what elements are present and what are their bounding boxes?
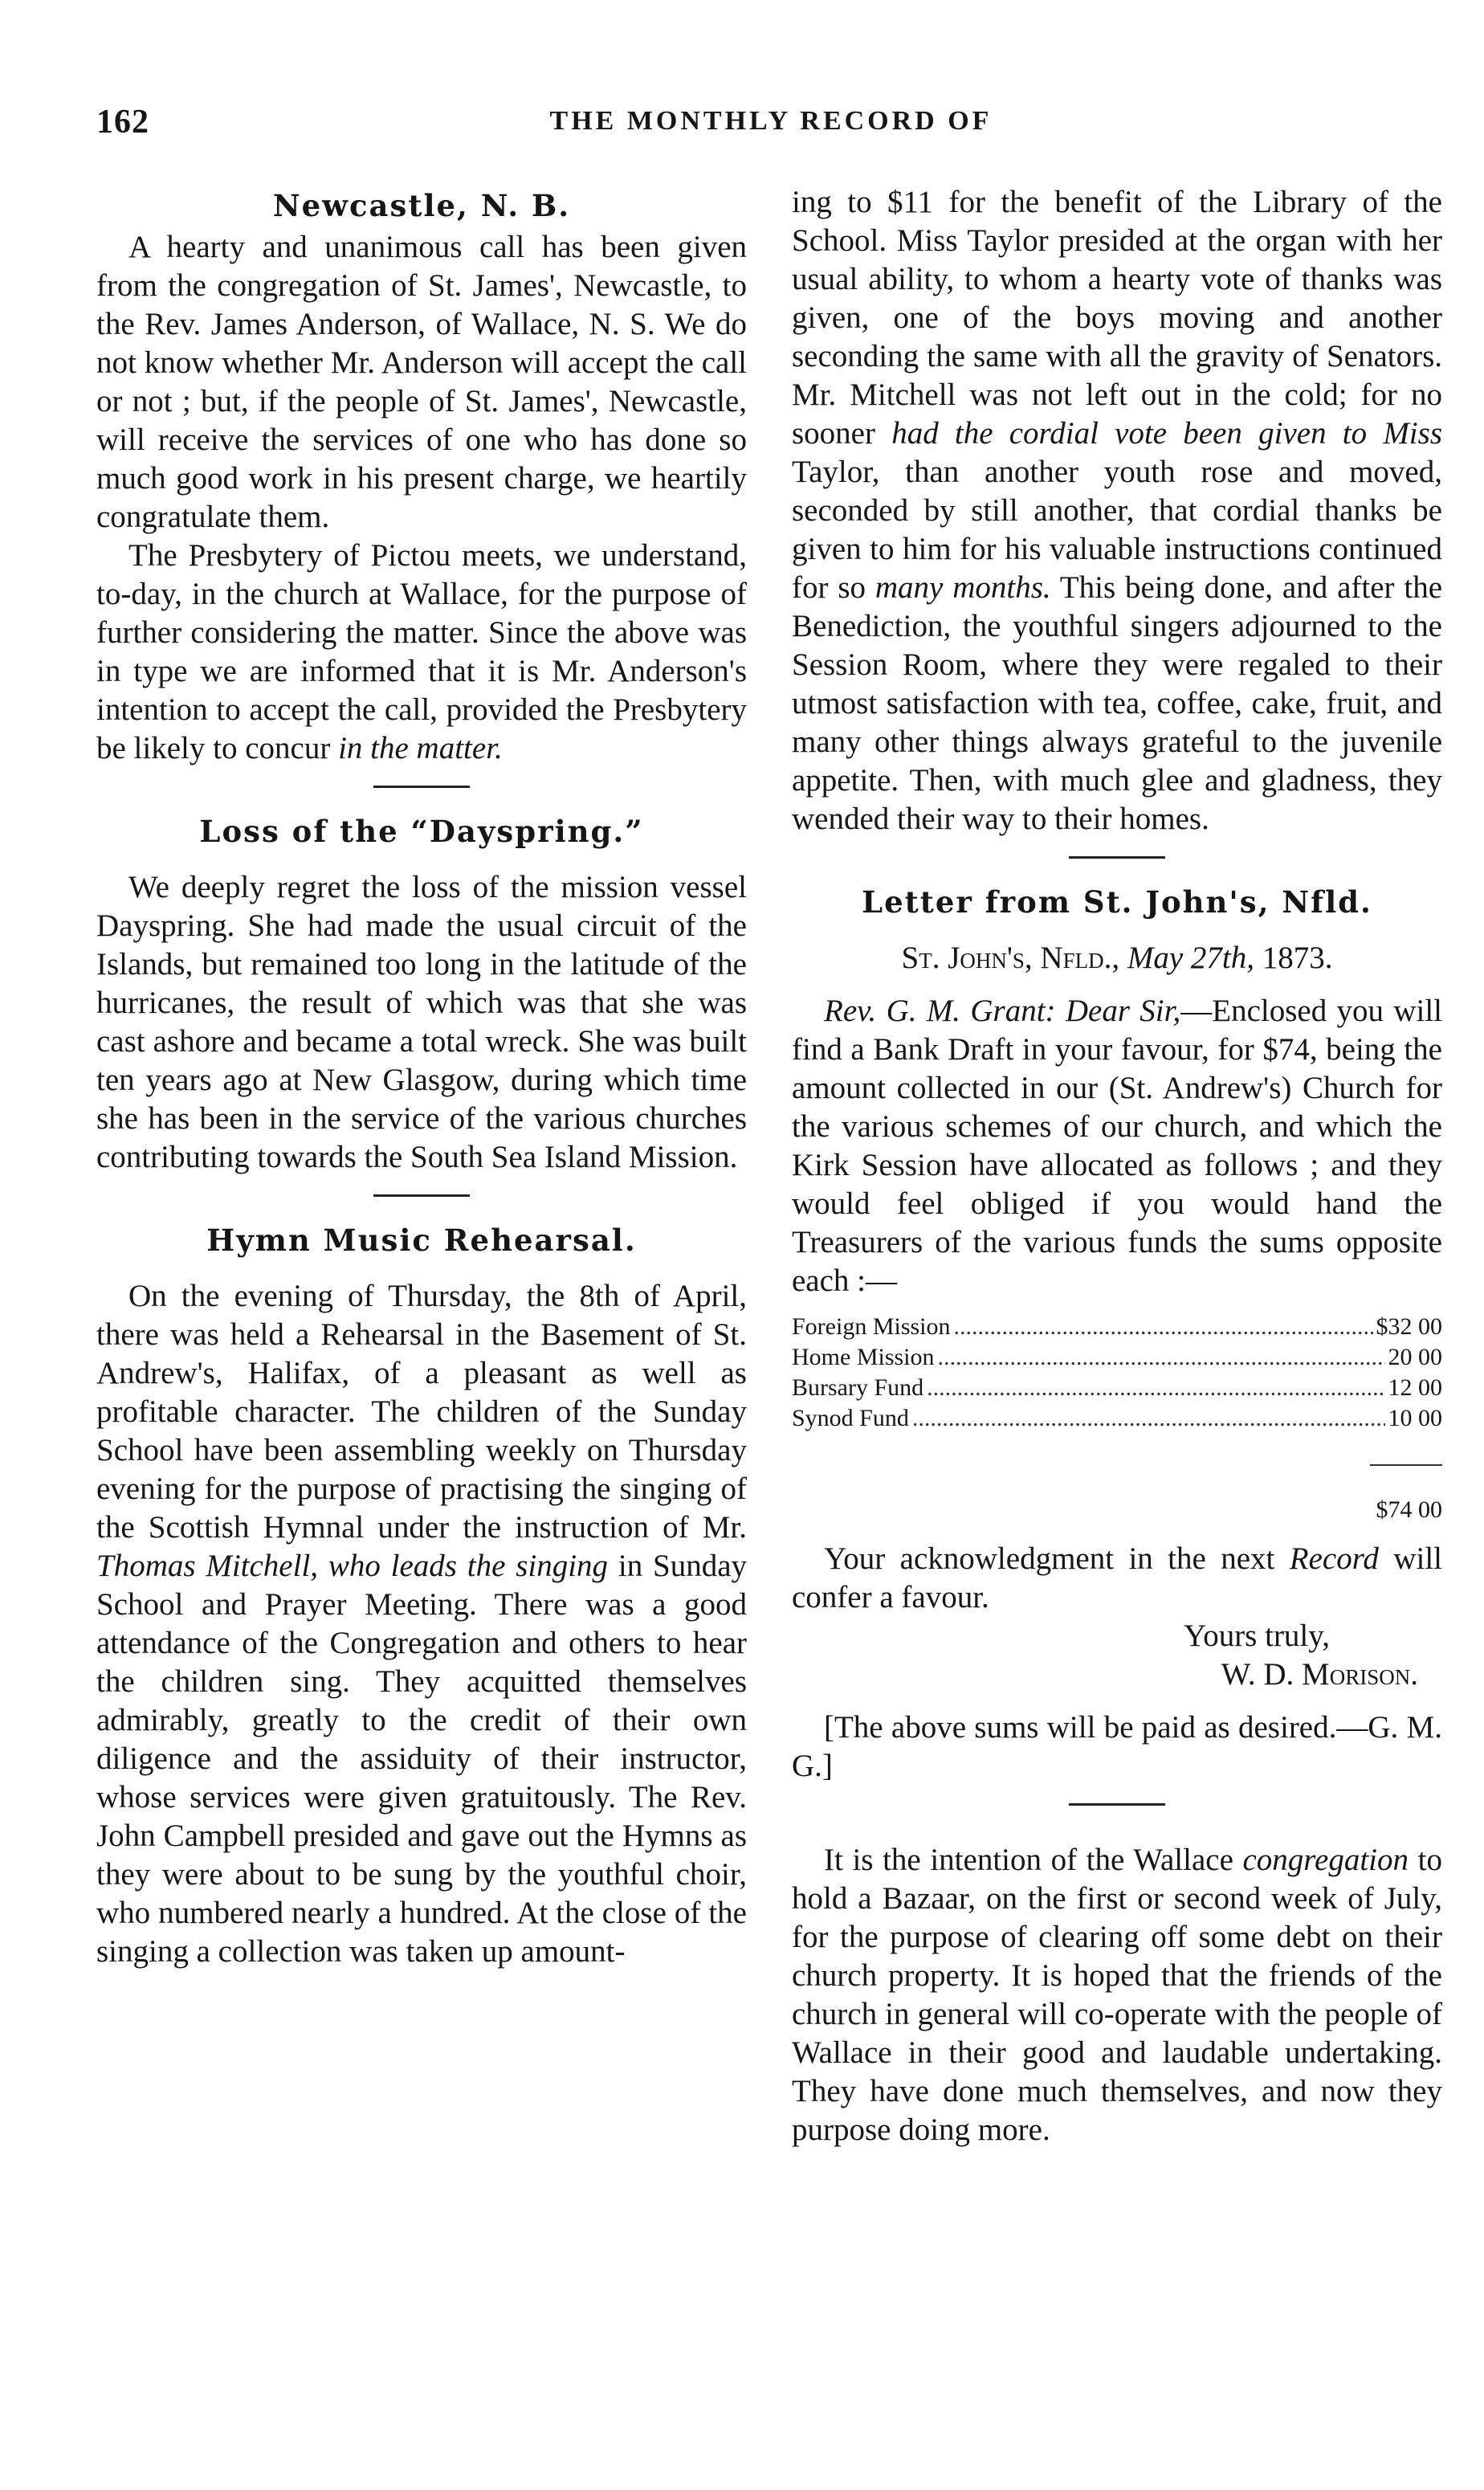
- fund-name: Bursary Fund: [792, 1374, 924, 1401]
- italic-text: Record: [1289, 1541, 1379, 1576]
- fund-allocation-table: [792, 1312, 1442, 1525]
- dateline-date: May 27th,: [1127, 941, 1254, 975]
- paragraph-text: The Presbytery of Pictou meets, we understand, to-day, in the church at Wallace, for the purpose of further considering the matter. Since the above was in type we are informed that it is Mr. Anderson's intention to accept the call, provided the Presbytery be likely to concur: [96, 538, 747, 765]
- article-letter-st-johns: [792, 880, 1442, 1786]
- article-newcastle: [96, 183, 747, 768]
- paragraph: A hearty and unanimous call has been given from the congregation of St. James', Newcastle, to the Rev. James Anderson, of Wallace, N. S. We do not know whether Mr. Anderson will accept the call or not ; but, if the people of St. James', Newcastle, will receive the services of one who has done so much good work in his present charge, we heartily congratulate them.: [96, 230, 747, 534]
- paragraph: [96, 1277, 747, 1971]
- fund-name: Synod Fund: [792, 1405, 909, 1431]
- paragraph-text: will confer a favour.: [792, 1541, 1442, 1614]
- italic-text: in the matter.: [338, 731, 503, 765]
- fund-row: [792, 1373, 1442, 1403]
- leader-dots: [927, 1373, 1384, 1403]
- fund-row: [792, 1403, 1442, 1434]
- section-divider: [373, 1194, 470, 1197]
- paragraph-text: in Sunday School and Prayer Meeting. There was a good attendance of the Congregation and others to hear the children sing. They acquitted themselves admirably, greatly to the credit of their own diligence and the assiduity of their instructor, whose services were given gratuitously. The Rev. John Campbell presided and gave out the Hymns as they were about to be sung by the youthful choir, who numbered nearly a hundred. At the close of the singing a collection was taken up amount-: [96, 1549, 748, 1969]
- paragraph-text: On the evening of Thursday, the 8th of April, there was held a Rehearsal in the Basement of St. Andrew's, Halifax, of a pleasant as well as profitable character. The children of the Sunday School have been assembling weekly on Thursday evening for the purpose of practising the singing of the Scottish Hymnal under the instruction of Mr.: [96, 1279, 747, 1545]
- article-hymn-rehearsal: [96, 1218, 747, 1971]
- paragraph-text: ing to $11 for the benefit of the Library of the School. Miss Taylor presided at the organ with her usual ability, to whom a hearty vote of thanks was given, one of the boys moving and another seconding the same with all the gravity of Senators. Mr. Mitchell was not left out in the cold; for no sooner: [792, 185, 1442, 451]
- fund-amount: $32 00: [1376, 1313, 1442, 1340]
- letter-body: [792, 992, 1442, 1300]
- paragraph-text: Taylor, than another youth rose and moved, seconded by still another, that cordial thanks be given to him for his valuable instructions continued for so: [792, 455, 1442, 605]
- letter-signature: W. D. Morison.: [1221, 1657, 1418, 1692]
- fund-row: [792, 1312, 1442, 1342]
- paragraph: [792, 1841, 1442, 2149]
- acknowledgment: [792, 1540, 1442, 1617]
- paragraph-text: Your acknowledgment in the next: [824, 1541, 1275, 1576]
- paragraph: We deeply regret the loss of the mission vessel Dayspring. She had made the usual circuit of the Islands, but remained too long in the latitude of the hurricanes, the result of which was that she was cast ashore and became a total wreck. She was built ten years ago at New Glasgow, during which time she has been in the service of the various churches contributing towards the South Sea Island Mission.: [96, 870, 747, 1174]
- fund-amount: 10 00: [1388, 1405, 1442, 1431]
- dateline: [792, 939, 1442, 978]
- italic-text: had the cordial vote been given to Miss: [891, 416, 1442, 451]
- article-title: Loss of the “Dayspring.”: [199, 814, 644, 849]
- paragraph-text: It is the intention of the Wallace: [824, 1843, 1233, 1877]
- fund-amount: 12 00: [1388, 1374, 1442, 1401]
- total-rule: [1370, 1464, 1442, 1466]
- left-column: [96, 183, 747, 1971]
- paragraph-text: to hold a Bazaar, on the first or second week of July, for the purpose of clearing off some debt on their church property. It is hoped that the friends of the church in general will co-operate with the people of Wallace in their good and laudable undertaking. They have done much themselves, and now they purpose doing more.: [792, 1843, 1442, 2147]
- italic-text: Thomas Mitchell, who leads the singing: [96, 1549, 609, 1583]
- paragraph-text: —Enclosed you will find a Bank Draft in your favour, for $74, being the amount collected in our (St. Andrew's) Church for the various schemes of our church, and which the Kirk Session have allocated as follows ; and they would feel obliged if you would hand the Treasurers of the various funds the sums opposite each :—: [792, 994, 1442, 1298]
- fund-row: [792, 1342, 1442, 1373]
- section-divider: [1069, 856, 1165, 859]
- article-hymn-continued: [792, 183, 1442, 839]
- italic-text: many months.: [874, 570, 1051, 605]
- salutation: Rev. G. M. Grant: Dear Sir,: [824, 994, 1181, 1028]
- article-dayspring: [96, 809, 747, 1177]
- page-number: 162: [96, 104, 149, 141]
- running-head: [96, 103, 1445, 151]
- editor-note: [The above sums will be paid as desired.—G. M. G.]: [792, 1710, 1442, 1783]
- leader-dots: [912, 1403, 1385, 1434]
- leader-dots: [954, 1312, 1373, 1342]
- dateline-year: 1873.: [1262, 941, 1333, 975]
- fund-name: Foreign Mission: [792, 1313, 951, 1340]
- italic-text: congregation: [1242, 1843, 1409, 1877]
- fund-name: Home Mission: [792, 1344, 935, 1370]
- leader-dots: [938, 1342, 1385, 1373]
- article-title: Newcastle, N. B.: [272, 188, 571, 223]
- paragraph: [792, 183, 1442, 839]
- right-column: [792, 183, 1442, 2149]
- running-title: THE MONTHLY RECORD OF: [549, 106, 993, 136]
- article-wallace-bazaar: [792, 1827, 1442, 2149]
- section-divider: [373, 786, 470, 788]
- fund-total: [792, 1458, 1442, 1525]
- fund-total-amount: $74 00: [1376, 1496, 1442, 1523]
- dateline-place: St. John's, Nfld.,: [901, 941, 1120, 975]
- paragraph: [96, 537, 747, 768]
- article-title: Letter from St. John's, Nfld.: [862, 884, 1372, 920]
- letter-closing: Yours truly,: [1183, 1618, 1330, 1653]
- paragraph-text: This being done, and after the Benediction, the youthful singers adjourned to the Session Room, where they were regaled to their utmost satisfaction with tea, coffee, cake, fruit, and many other things always grateful to the juvenile appetite. Then, with much glee and gladness, they wended their way to their homes.: [792, 570, 1443, 836]
- article-title: Hymn Music Rehearsal.: [206, 1223, 637, 1258]
- fund-amount: 20 00: [1388, 1344, 1442, 1370]
- section-divider: [1069, 1803, 1165, 1806]
